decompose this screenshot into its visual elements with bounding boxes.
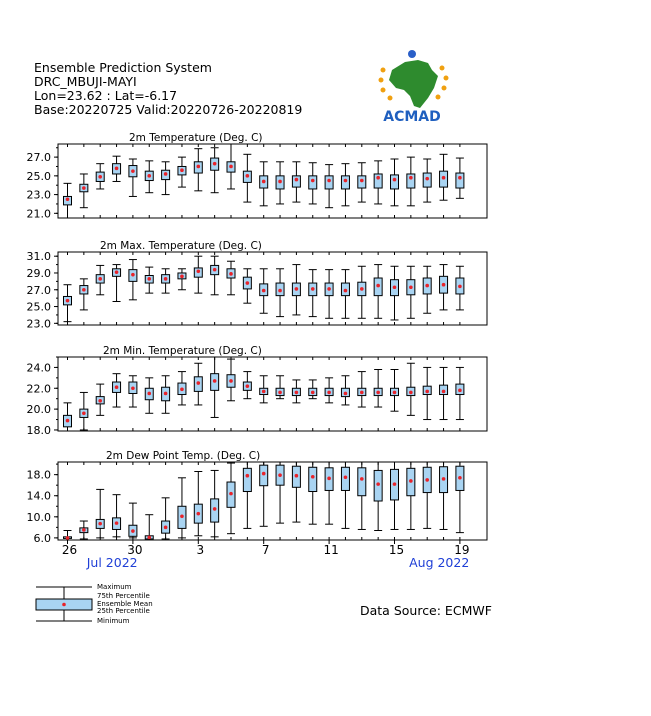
mean-dot <box>442 283 446 287</box>
box-day-20 <box>374 462 382 531</box>
mean-dot <box>311 179 315 183</box>
mean-dot <box>98 277 102 281</box>
logo-text: ACMAD <box>383 109 441 125</box>
legend-minimum: Minimum <box>97 617 130 625</box>
box-day-24 <box>440 462 448 529</box>
box-day-20 <box>374 370 382 408</box>
x-month-label: Jul 2022 <box>86 555 138 570</box>
mean-dot <box>295 287 299 291</box>
mean-dot <box>213 379 217 383</box>
mean-dot <box>131 169 135 173</box>
panel-title: 2m Dew Point Temp. (Deg. C) <box>106 450 261 462</box>
mean-dot <box>442 390 446 394</box>
mean-dot <box>442 477 446 481</box>
box-day-14 <box>276 269 284 317</box>
box-day-7 <box>162 376 170 414</box>
box-day-21 <box>391 370 399 412</box>
mean-dot <box>180 168 184 172</box>
mean-dot <box>131 273 135 277</box>
africa-map-icon <box>379 50 449 108</box>
y-tick-label: 22.0 <box>26 382 51 396</box>
box-day-4 <box>113 156 121 181</box>
box-day-22 <box>407 266 415 318</box>
x-tick-label: 26 <box>61 543 78 557</box>
mean-dot <box>98 175 102 179</box>
box-day-4 <box>113 265 121 302</box>
box-day-7 <box>162 269 170 293</box>
box-day-5 <box>129 260 137 300</box>
mean-dot <box>98 399 102 403</box>
box-day-14 <box>276 162 284 204</box>
mean-dot <box>115 385 119 389</box>
box-day-18 <box>341 270 349 319</box>
iqr-box <box>260 465 268 486</box>
mean-dot <box>360 287 364 291</box>
legend-p25: 25th Percentile <box>97 607 150 615</box>
mean-dot <box>344 475 348 479</box>
box-day-1 <box>64 531 72 540</box>
y-tick-label: 25.0 <box>26 169 51 183</box>
mean-dot <box>229 492 233 496</box>
acmad-logo <box>379 50 449 125</box>
mean-dot <box>409 176 413 180</box>
box-day-21 <box>391 266 399 320</box>
mean-dot <box>327 179 331 183</box>
mean-dot <box>246 474 250 478</box>
box-day-6 <box>145 515 153 540</box>
box-day-12 <box>243 462 251 528</box>
mean-dot <box>147 392 151 396</box>
box-day-15 <box>292 162 300 202</box>
box-day-18 <box>341 164 349 206</box>
box-day-16 <box>309 462 317 524</box>
legend-mean-dot <box>62 603 66 607</box>
mean-dot <box>278 180 282 184</box>
x-axis <box>62 540 470 570</box>
box-day-7 <box>162 498 170 539</box>
box-day-13 <box>260 162 268 206</box>
mean-dot <box>229 272 233 276</box>
x-tick-label: 7 <box>261 543 270 557</box>
box-day-8 <box>178 478 186 538</box>
box-day-23 <box>423 367 431 419</box>
mean-dot <box>278 391 282 395</box>
mean-dot <box>409 391 413 395</box>
mean-dot <box>311 475 315 479</box>
box-day-4 <box>113 495 121 537</box>
box-day-3 <box>96 489 104 537</box>
box-day-18 <box>341 462 349 528</box>
mean-dot <box>360 391 364 395</box>
mean-dot <box>213 268 217 272</box>
mean-dot <box>278 473 282 477</box>
mean-dot <box>82 528 86 532</box>
box-day-10 <box>211 148 219 193</box>
box-day-19 <box>358 163 366 202</box>
box-day-9 <box>194 363 202 405</box>
box-day-9 <box>194 256 202 293</box>
box-day-10 <box>211 357 219 417</box>
legend-mean: Ensemble Mean <box>97 600 153 608</box>
box-day-13 <box>260 269 268 313</box>
mean-dot <box>147 277 151 281</box>
mean-dot <box>82 288 86 292</box>
mean-dot <box>393 482 397 486</box>
mean-dot <box>98 522 102 526</box>
header-line-4: Base:20220725 Valid:20220726-20220819 <box>34 102 303 117</box>
box-day-3 <box>96 265 104 294</box>
box-day-4 <box>113 374 121 407</box>
mean-dot <box>197 269 201 273</box>
y-tick-label: 27.0 <box>26 151 51 165</box>
box-day-8 <box>178 269 186 290</box>
mean-dot <box>262 180 266 184</box>
x-tick-label: 11 <box>323 543 339 557</box>
mean-dot <box>458 285 462 289</box>
mean-dot <box>164 172 168 176</box>
iqr-box <box>391 175 399 189</box>
box-day-24 <box>440 265 448 310</box>
mean-dot <box>164 526 168 530</box>
box-day-25 <box>456 462 464 533</box>
mean-dot <box>131 529 135 533</box>
box-day-13 <box>260 462 268 526</box>
box-day-11 <box>227 261 235 295</box>
x-month-label: Aug 2022 <box>409 555 470 570</box>
box-day-1 <box>64 183 72 218</box>
box-day-12 <box>243 154 251 202</box>
box-day-17 <box>325 165 333 208</box>
y-tick-label: 10.0 <box>26 510 51 524</box>
legend-maximum: Maximum <box>97 583 132 591</box>
box-day-2 <box>80 392 88 430</box>
box-day-7 <box>162 162 170 195</box>
iqr-box <box>243 468 251 491</box>
y-tick-label: 29.0 <box>26 266 51 280</box>
box-day-12 <box>243 269 251 303</box>
mean-dot <box>344 392 348 396</box>
y-tick-label: 27.0 <box>26 283 51 297</box>
box-day-8 <box>178 157 186 187</box>
mean-dot <box>262 390 266 394</box>
iqr-box <box>456 173 464 188</box>
box-day-16 <box>309 380 317 399</box>
mean-dot <box>147 536 151 540</box>
mean-dot <box>360 179 364 183</box>
iqr-box <box>292 176 300 187</box>
box-day-15 <box>292 380 300 403</box>
box-day-6 <box>145 267 153 293</box>
mean-dot <box>131 386 135 390</box>
mean-dot <box>197 381 201 385</box>
box-day-24 <box>440 154 448 200</box>
box-day-20 <box>374 265 382 319</box>
chart-panel-2 <box>27 240 488 330</box>
mean-dot <box>66 419 70 423</box>
box-day-15 <box>292 265 300 315</box>
mean-dot <box>262 472 266 476</box>
panel-title: 2m Min. Temperature (Deg. C) <box>103 345 262 357</box>
mean-dot <box>425 478 429 482</box>
iqr-box <box>358 468 366 496</box>
box-day-18 <box>341 376 349 405</box>
mean-dot <box>66 299 70 303</box>
box-day-17 <box>325 462 333 524</box>
header-line-3: Lon=23.62 : Lat=-6.17 <box>34 88 178 103</box>
box-day-25 <box>456 158 464 198</box>
mean-dot <box>376 482 380 486</box>
plot-frame <box>58 144 487 218</box>
box-day-10 <box>211 470 219 536</box>
y-tick-label: 21.0 <box>26 207 51 221</box>
mean-dot <box>311 391 315 395</box>
y-tick-label: 23.0 <box>26 317 51 331</box>
box-day-15 <box>292 462 300 522</box>
box-day-20 <box>374 161 382 204</box>
mean-dot <box>409 285 413 289</box>
y-tick-label: 31.0 <box>26 250 51 264</box>
box-day-5 <box>129 376 137 407</box>
mean-dot <box>442 176 446 180</box>
y-tick-label: 24.0 <box>26 361 51 375</box>
y-tick-label: 14.0 <box>26 489 51 503</box>
box-day-9 <box>194 471 202 535</box>
mean-dot <box>458 389 462 393</box>
box-day-23 <box>423 159 431 202</box>
plot-frame <box>58 252 487 325</box>
box-day-6 <box>145 161 153 193</box>
mean-dot <box>327 391 331 395</box>
mean-dot <box>197 165 201 169</box>
mean-dot <box>82 186 86 190</box>
mean-dot <box>376 391 380 395</box>
mean-dot <box>197 512 201 516</box>
iqr-box <box>341 176 349 189</box>
plot-frame <box>58 462 487 540</box>
mean-dot <box>164 392 168 396</box>
mean-dot <box>66 197 70 201</box>
box-day-1 <box>64 285 72 322</box>
box-day-21 <box>391 462 399 529</box>
data-source: Data Source: ECMWF <box>360 603 492 618</box>
box-day-22 <box>407 462 415 529</box>
box-day-22 <box>407 157 415 206</box>
mean-dot <box>376 284 380 288</box>
box-day-5 <box>129 503 137 538</box>
mean-dot <box>295 474 299 478</box>
x-tick-label: 3 <box>196 543 205 557</box>
box-day-8 <box>178 372 186 405</box>
header-line-2: DRC_MBUJI-MAYI <box>34 74 137 89</box>
header-line-1: Ensemble Prediction System <box>34 60 212 75</box>
mean-dot <box>147 174 151 178</box>
box-day-22 <box>407 363 415 415</box>
mean-dot <box>458 476 462 480</box>
x-tick-label: 19 <box>454 543 470 557</box>
mean-dot <box>229 165 233 169</box>
mean-dot <box>344 289 348 293</box>
box-day-11 <box>227 463 235 534</box>
mean-dot <box>393 391 397 395</box>
mean-dot <box>246 174 250 178</box>
box-day-9 <box>194 149 202 191</box>
mean-dot <box>425 177 429 181</box>
panel-title: 2m Temperature (Deg. C) <box>129 132 263 144</box>
mean-dot <box>246 281 250 285</box>
box-day-2 <box>80 521 88 539</box>
mean-dot <box>115 521 119 525</box>
mean-dot <box>425 390 429 394</box>
box-day-19 <box>358 372 366 407</box>
mean-dot <box>311 287 315 291</box>
mean-dot <box>180 514 184 518</box>
mean-dot <box>82 411 86 415</box>
box-day-5 <box>129 159 137 196</box>
box-day-6 <box>145 378 153 413</box>
x-tick-label: 30 <box>127 543 143 557</box>
box-day-3 <box>96 164 104 189</box>
mean-dot <box>180 388 184 392</box>
y-tick-label: 18.0 <box>26 468 51 482</box>
mean-dot <box>393 178 397 182</box>
mean-dot <box>344 179 348 183</box>
box-day-19 <box>358 266 366 318</box>
mean-dot <box>66 536 70 540</box>
mean-dot <box>393 285 397 289</box>
mean-dot <box>246 384 250 388</box>
mean-dot <box>376 176 380 180</box>
box-day-21 <box>391 159 399 206</box>
box-day-19 <box>358 462 366 529</box>
iqr-box <box>325 176 333 189</box>
mean-dot <box>213 162 217 166</box>
box-day-11 <box>227 359 235 401</box>
box-day-3 <box>96 384 104 415</box>
mean-dot <box>262 289 266 293</box>
mean-dot <box>327 287 331 291</box>
box-day-12 <box>243 372 251 399</box>
chart-panel-4 <box>27 450 488 545</box>
panel-title: 2m Max. Temperature (Deg. C) <box>100 240 262 252</box>
mean-dot <box>164 277 168 281</box>
box-day-14 <box>276 462 284 523</box>
mean-dot <box>360 477 364 481</box>
mean-dot <box>327 477 331 481</box>
box-day-17 <box>325 378 333 403</box>
box-day-10 <box>211 256 219 295</box>
iqr-box <box>309 176 317 189</box>
mean-dot <box>278 289 282 293</box>
y-tick-label: 18.0 <box>26 423 51 437</box>
box-day-23 <box>423 462 431 528</box>
mean-dot <box>409 479 413 483</box>
y-tick-label: 20.0 <box>26 403 51 417</box>
legend <box>36 583 153 625</box>
box-day-1 <box>64 403 72 431</box>
box-day-14 <box>276 376 284 399</box>
x-tick-label: 15 <box>388 543 405 557</box>
box-day-25 <box>456 367 464 419</box>
box-day-11 <box>227 144 235 189</box>
plot-frame <box>58 357 487 431</box>
mean-dot <box>115 167 119 171</box>
box-day-23 <box>423 266 431 313</box>
y-tick-label: 23.0 <box>26 188 51 202</box>
box-day-16 <box>309 163 317 204</box>
y-tick-label: 25.0 <box>26 300 51 314</box>
mean-dot <box>295 391 299 395</box>
chart-panel-1 <box>27 132 488 220</box>
box-day-16 <box>309 270 317 317</box>
mean-dot <box>213 507 217 511</box>
box-day-25 <box>456 266 464 310</box>
y-tick-label: 6.0 <box>33 531 51 545</box>
iqr-box <box>309 467 317 491</box>
mean-dot <box>115 270 119 274</box>
mean-dot <box>229 379 233 383</box>
chart-panel-3 <box>27 345 488 437</box>
mean-dot <box>180 275 184 279</box>
box-day-17 <box>325 270 333 319</box>
box-day-2 <box>80 174 88 208</box>
mean-dot <box>425 284 429 288</box>
box-day-13 <box>260 376 268 403</box>
box-day-2 <box>80 279 88 310</box>
mean-dot <box>458 176 462 180</box>
legend-p75: 75th Percentile <box>97 592 150 600</box>
mean-dot <box>295 178 299 182</box>
box-day-24 <box>440 367 448 419</box>
